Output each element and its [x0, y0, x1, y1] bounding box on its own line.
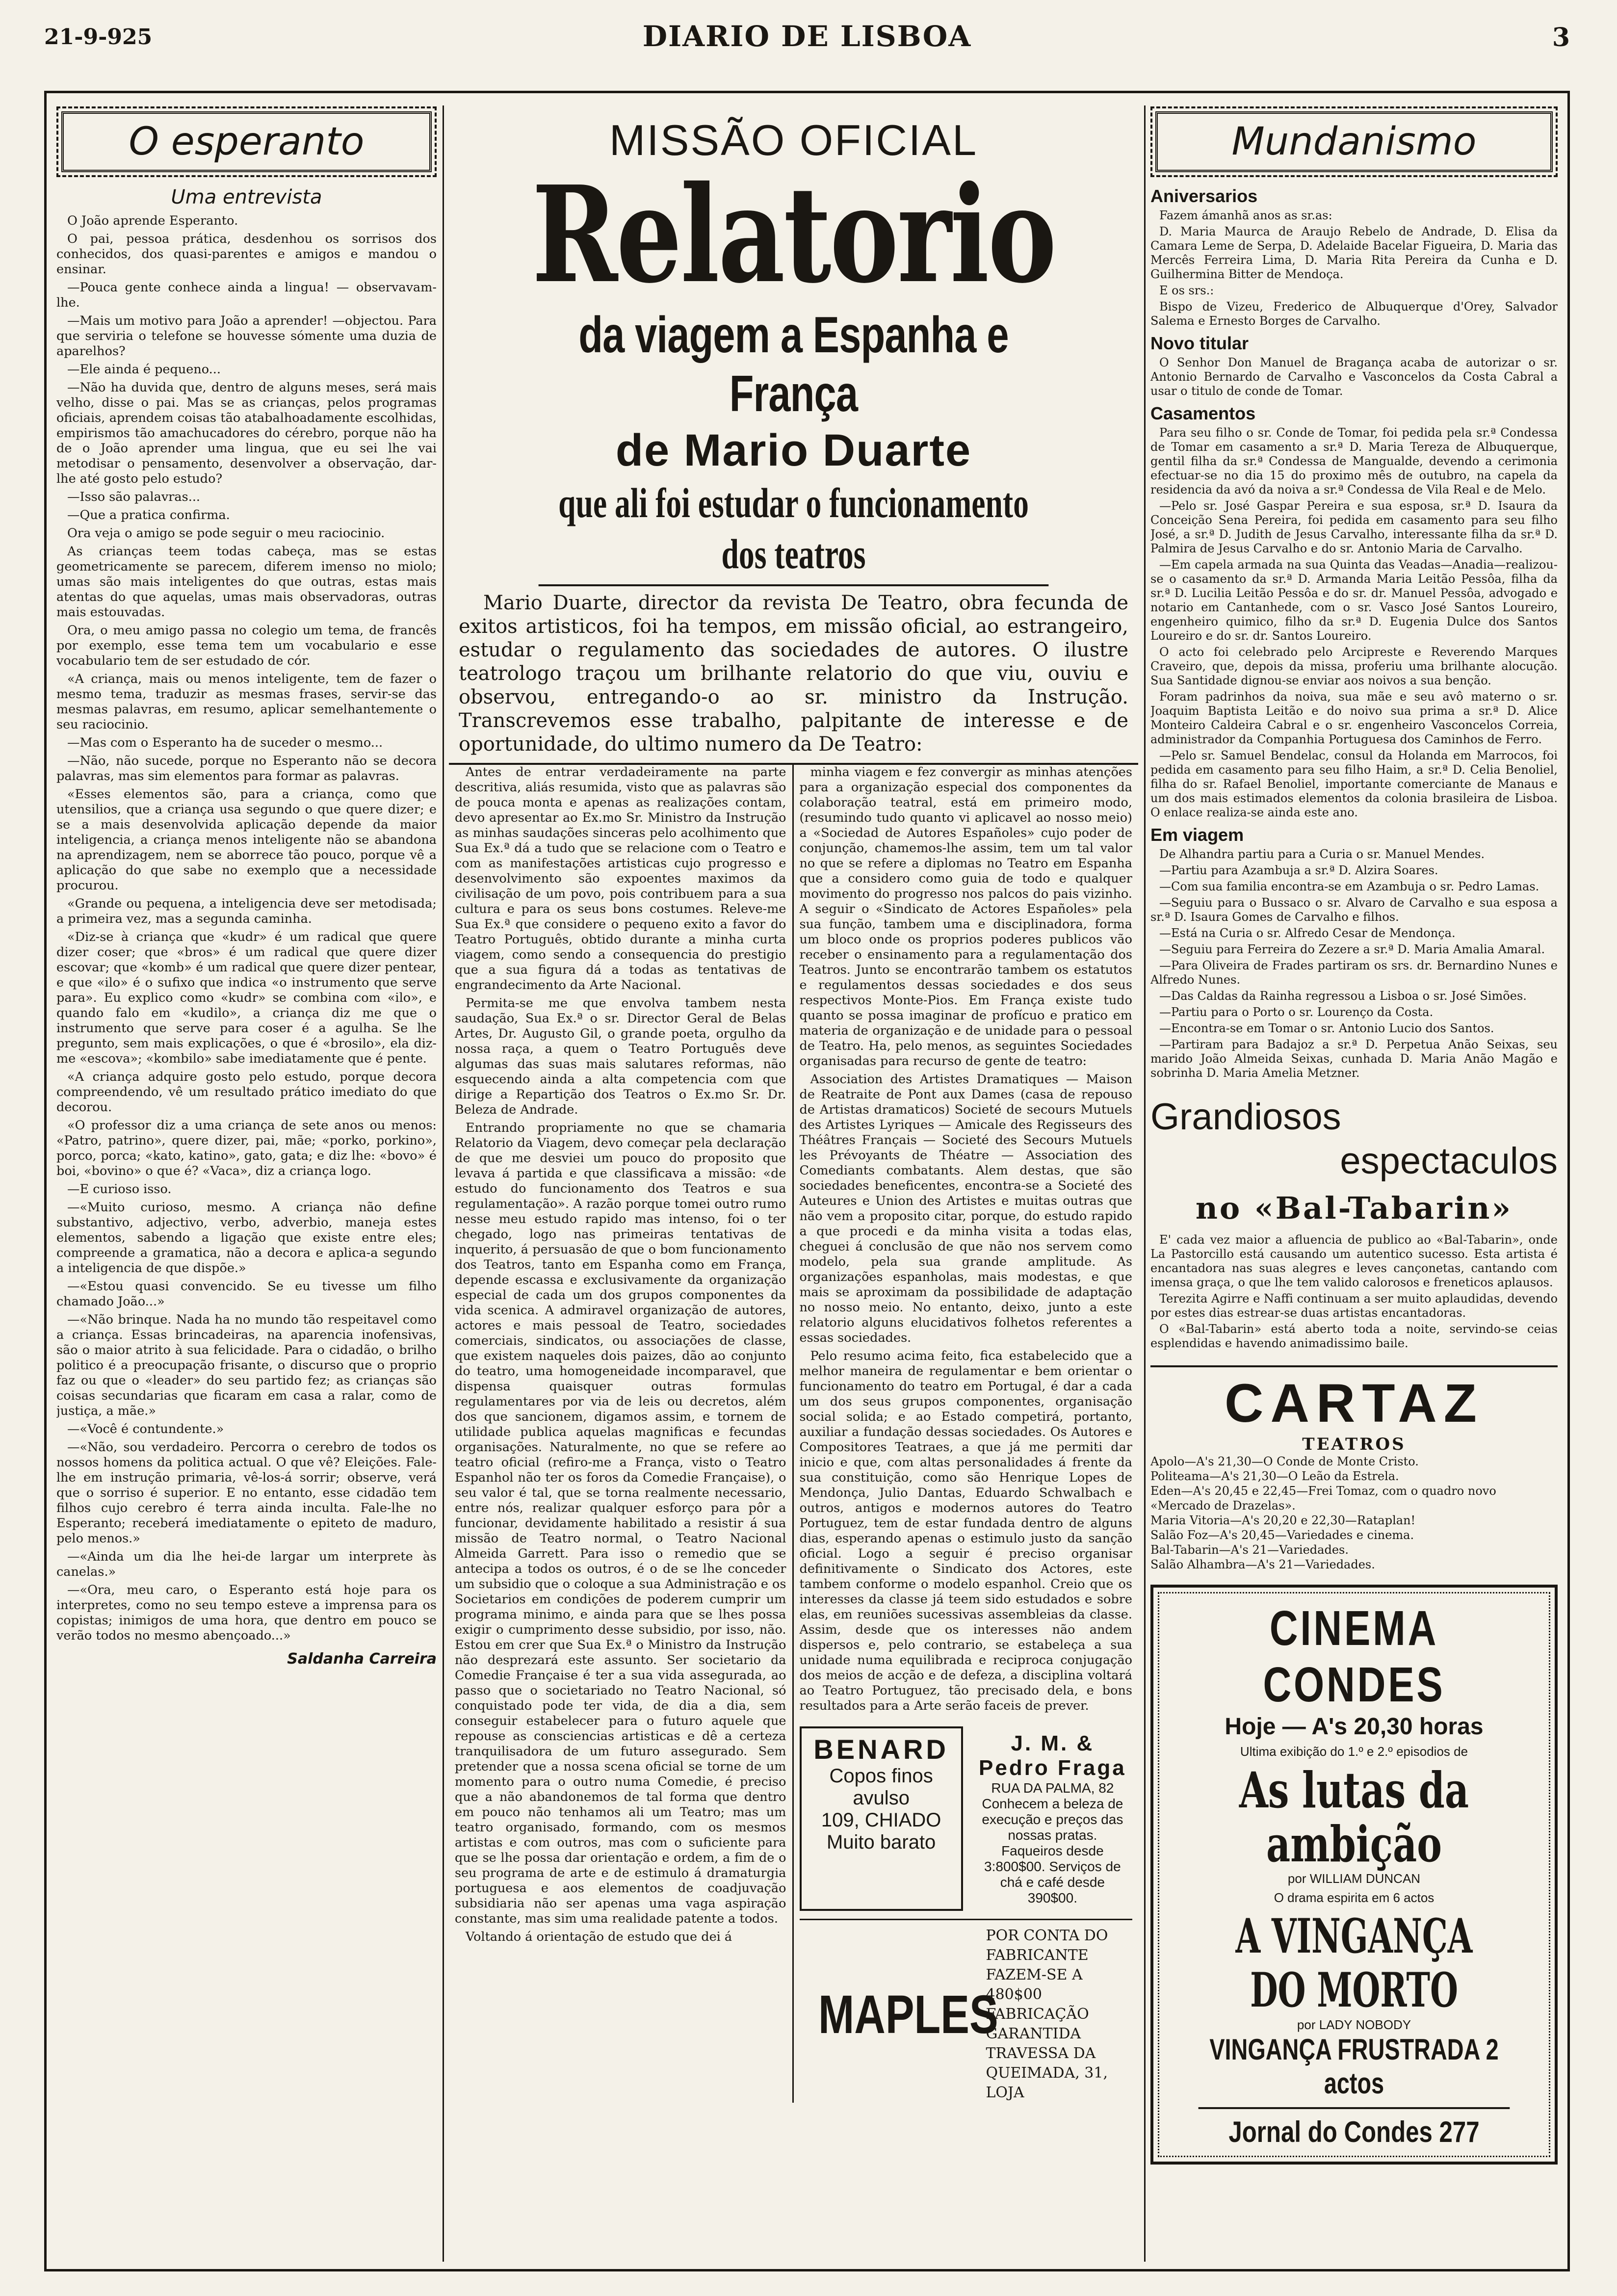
paragraph: Terezita Agirre e Naffi continuam a ser muito aplaudidas, devendo por estes dias estrear-se duas artistas encantadoras. — [1150, 1292, 1558, 1320]
masthead — [44, 20, 1570, 59]
society-paragraph: —Partiu para o Porto o sr. Lourenço da Costa. — [1159, 1005, 1434, 1019]
society-paragraph: —Pelo sr. Samuel Bendelac, consul da Holanda em Marrocos, foi pedida em casamento para seu filho Haim, a sr.ª D. Celia Benoliel, filha do sr. Rafael Benoliel, importante comerciante de Manaus e um dos mais estimados elementos da colonia brasileira de Lisboa. O enlace realiza-se ainda este ano. — [1150, 749, 1558, 819]
paragraph: As crianças teem todas cabeça, mas se estas geometricamente se parecem, diferem imenso no miolo; umas são mais inteligentes do que outras, estas mais atentas do que aquelas, umas mais observadoras, outras mais estouvadas. — [56, 544, 437, 620]
maples-line-2: FAZEM-SE A 480$00 — [986, 1966, 1083, 2003]
film-1-by: por WILLIAM DUNCAN — [1287, 1871, 1421, 1886]
paragraph: «Diz-se à criança que «kudr» é um radical que quere dizer coser; que «bros» é um radical que quere dizer escovar; que «komb» é um radical que quere dizer pentear, e que «ilo» é o sufixo que indica «o instrumento que serve para». Eu explico como «kudr» se combina com «ilo», e quando falo em «kudilo», a criança diz me que o instrumento que serve para coser é a agulha. Se lhe pregunto, sem mais explicações, o que é «brosilo», ela diz-me «escova»; «kombilo» sabe imediatamente que é pente. — [56, 930, 437, 1066]
page-number: 3 — [1552, 23, 1570, 52]
society-paragraph: —Seguiu para o Bussaco o sr. Alvaro de Carvalho e sua esposa a sr.ª D. Isaura Gomes de Carvalho e filhos. — [1150, 896, 1558, 924]
article-body — [56, 213, 437, 1644]
esperanto-column — [56, 105, 437, 2262]
ad-fraga-text: Conhecem a beleza de execução e preços das nossas pratas. Faqueiros desde 3:800$00. Serviços de chá e café desde 390$00. — [982, 1796, 1123, 1905]
society-section-title: Novo titular — [1150, 333, 1249, 353]
ad-benard-price: Muito barato — [826, 1831, 936, 1853]
paragraph: —Mais um motivo para João a aprender! —objectou. Para que serviria o telefone se houvesse sómente uma duzia de aparelhos? — [56, 313, 437, 359]
paragraph: «Grande ou pequena, a inteligencia deve ser metodisada; a primeira vez, mas a segunda caminha. — [56, 896, 437, 926]
society-paragraph: O acto foi celebrado pelo Arcipreste e Reverendo Marques Craveiro, que, depois da missa, proferiu uma brilhante alocução. Sua Santidade dignou-se enviar aos noivos a sua benção. — [1150, 645, 1558, 687]
paragraph: «Esses elementos são, para a criança, como que utensilios, que a criança usa segundo o que quere dizer; e se a mais desenvolvida aplicação depende da maior inteligencia, a criança menos inteligente não se abandona na aprendizagem, nem se aborrece tão pouco, porque vê a aplicação do que sabe no exemplo que a necessidade procurou. — [56, 787, 437, 893]
spectacle-subtitle: no «Bal-Tabarin» — [1195, 1190, 1513, 1226]
society-paragraph: E os srs.: — [1159, 284, 1214, 297]
relatorio-column — [449, 105, 1138, 2262]
paragraph: E' cada vez maior a afluencia de publico ao «Bal-Tabarin», onde La Pastorcillo está causando um autentico sucesso. Esta artista é encantadora nas suas alegres e leves cançonetas, cantando com imensa graça, o que lhe tem valido calorosos e freneticos aplausos. — [1150, 1233, 1558, 1289]
cartaz-line: Politeama—A's 21,30—O Leão da Estrela. — [1150, 1469, 1399, 1483]
newspaper-title: DIARIO DE LISBOA — [642, 20, 972, 53]
society-paragraph: —Pelo sr. José Gaspar Pereira e sua esposa, sr.ª D. Isaura da Conceição Sena Pereira, foi pedida em casamento para seu filho José, a sr.ª D. Judith de Jesus Carvalho, interessante filha da sr.ª D. Palmira de Jesus Carvalho e do sr. Antonio Maria de Carvalho. — [1150, 499, 1558, 555]
paragraph: O «Bal-Tabarin» está aberto toda a noite, servindo-se ceias esplendidas e havendo animadissimo baile. — [1150, 1322, 1558, 1350]
cartaz-subtitle: TEATROS — [1302, 1435, 1406, 1454]
column-rule — [1144, 105, 1146, 2262]
column-rule — [443, 105, 444, 2262]
maples-address: TRAVESSA DA QUEIMADA, 31, LOJA — [986, 2045, 1108, 2101]
cinema-title: CINEMA CONDES — [1263, 1601, 1445, 1712]
cinema-time: Hoje — A's 20,30 horas — [1225, 1714, 1484, 1740]
cartaz-line: Eden—A's 20,45 e 22,45—Frei Tomaz, com o quadro novo «Mercado de Drazelas». — [1150, 1484, 1496, 1513]
paragraph: —«Não, sou verdadeiro. Percorra o cerebro de todos os nossos homens da politica actual. O que vê? Eleições. Fale-lhe em instrução primaria, vê-los-á sorrir; observe, verá que o sorriso é superior. E no entanto, esse cidadão tem filhos cujo cerebro é terra ainda inculta. Fale-lhe no Esperanto; receberá imediatamente o epiteto de maduro, pelo menos.» — [56, 1440, 437, 1546]
cartaz-line: Maria Vitoria—A's 20,20 e 22,30—Rataplan! — [1150, 1513, 1416, 1527]
paragraph: —«Ora, meu caro, o Esperanto está hoje para os interpretes, como no seu tempo esteve a imprensa para os copistas; inimigos de uma hora, que dentro em pouco se verão todos no mesmo abençoado...» — [56, 1583, 437, 1643]
paragraph: Ora veja o amigo se pode seguir o meu raciocinio. — [67, 526, 385, 541]
spectacle-body — [1150, 1233, 1558, 1351]
mundanismo-column — [1150, 105, 1558, 2262]
paragraph: —«Ainda um dia lhe hei-de largar um interprete às canelas.» — [56, 1549, 437, 1579]
film-3: VINGANÇA FRUSTRADA 2 actos — [1209, 2033, 1499, 2100]
cartaz-line: Apolo—A's 21,30—O Conde de Monte Cristo. — [1150, 1455, 1419, 1468]
society-paragraph: D. Maria Maurca de Araujo Rebelo de Andrade, D. Elisa da Camara Leme de Serpa, D. Adelaide Bacelar Figueira, D. Maria das Mercês Ferreira Lima, D. Maria Rita Pereira da Cunha e D. Guilhermina Bitter de Mendoça. — [1150, 225, 1558, 281]
ad-benard-name: BENARD — [813, 1734, 949, 1765]
journal: Jornal do Condes 277 — [1199, 2107, 1510, 2149]
film-2: A VINGANÇA DO MORTO — [1235, 1908, 1473, 2018]
society-paragraph: —Seguiu para Ferreira do Zezere a sr.ª D. Maria Amalia Amaral. — [1159, 942, 1545, 956]
society-paragraph: O Senhor Don Manuel de Bragança acaba de autorizar o sr. Antonio Bernardo de Carvalho e Vasconcelos da Costa Cabral a usar o titulo de conde de Tomar. — [1150, 356, 1558, 398]
paragraph: —Ele ainda é pequeno... — [67, 362, 221, 377]
cinema-episode: Ultima exibição do 1.º e 2.º episodios de — [1240, 1744, 1468, 1759]
paragraph: —«Não brinque. Nada ha no mundo tão respeitavel como a criança. Essas brincadeiras, na aparencia inofensivas, são o maior atrito à sua felicidade. Para o cidadão, o brilho politico é a preocupação frisante, o discurso que o proprio faz ou que o «leader» do seu partido fez; as crianças são coisas secundarias que ficaram em casa a ralar, como de justiça, a mãe.» — [56, 1312, 437, 1418]
cartaz-list — [1150, 1454, 1558, 1572]
maples-text — [986, 1926, 1133, 2103]
ad-benard-address: 109, CHIADO — [821, 1809, 941, 1831]
ad-fraga-name: J. M. & Pedro Fraga — [979, 1731, 1126, 1780]
article-column-b — [794, 765, 1139, 2103]
paragraph: «O professor diz a uma criança de sete anos ou menos: «Patro, patrino», quere dizer, pai, mãe; «porko, porkino», porco, porca; «kato, katino», gato, gata; e diz lhe: «bovo» é boi, «bovino» o que é? «Vaca», diz a criança logo. — [56, 1118, 437, 1178]
society-paragraph: —Com sua familia encontra-se em Azambuja o sr. Pedro Lamas. — [1159, 880, 1539, 893]
paragraph: O pai, pessoa prática, desdenhou os sorrisos dos conhecidos, dos quasi-parentes e amigos e mandou o ensinar. — [56, 232, 437, 277]
society-paragraph: —Das Caldas da Rainha regressou a Lisboa o sr. José Simões. — [1159, 989, 1527, 1003]
paragraph: —Que a pratica confirma. — [67, 508, 230, 522]
kicker: MISSÃO OFICIAL — [609, 116, 978, 164]
paragraph: Ora, o meu amigo passa no colegio um tema, de francês por exemplo, esse tema tem um vocabulario e esse vocabulario tem de ser estudado de cór. — [56, 623, 437, 668]
paragraph: —Não, não sucede, porque no Esperanto não se decora palavras, mas sim elementos para formar as palavras. — [56, 754, 437, 783]
ad-fraga — [973, 1726, 1132, 1911]
society-paragraph: —Para Oliveira de Frades partiram os srs. dr. Bernardino Nunes e Alfredo Nunes. — [1150, 959, 1558, 987]
article-columns — [449, 765, 1138, 2103]
ad-fraga-address: RUA DA PALMA, 82 — [991, 1780, 1114, 1796]
paragraph: Entrando propriamente no que se chamaria Relatorio da Viagem, devo começar pela declaração de que me desviei um pouco do proposito que levava á partida e que classificava a missão: «de estudo do funcionamento dos Teatros e sua regulamentação». A razão porque tomei outro rumo nesse meu estudo rapido mas intenso, foi o ter chegado, logo nas primeiras tentativas de inquerito, á persuasão de que o bom funcionamento dos Teatros, tanto em Espanha como em França, depende escassa e exclusivamente da organização especial de cada um dos grupos componentes da vida scenica. A admiravel organização de autores, actores e mais pessoal de Teatro, sociedades comerciais, sindicatos, ou associações de classe, que existem naqueles dois paizes, dão ao conjunto do teatro, uma homogeneidade incomparavel, que dispensa quaisquer outras formulas regulamentares por via de leis ou decretos, além dos que sancionem, digamos assim, e tornem de utilidade publica aquelas magnificas e fecundas organisações. Naturalmente, no que se refere ao teatro oficial (refiro-me a França, visto o Teatro Espanhol não ter os foros da Comedie Française), o seu valor é tal, que se torna realmente necessario, entre nós, realizar qualquer esforço para pôr a funcionar, devidamente habilitado a resistir á sua missão de Teatro normal, o Teatro Nacional Almeida Garrett. Para isso o remedio que se antecipa a todos os outros, é o de se lhe conceder um subsidio que o coloque a sua Administração e os Societarios em condições de poderem cumprir um programa minimo, e ainda para que se lhes possa exigir o cumprimento desse subsidio, por isso, não. Estou em crer que Sua Ex.ª o Ministro da Instrução não desprezará este assunto. Ser societario da Comedie Française é ter a sua vida assegurada, ao passo que o societariado no Teatro Nacional, só conquistado pode ter vida, de dia a dia, sem conseguir estabelecer para o futuro aquele que repouse as consciencias artisticas e dê a certeza tranquilisadora de um futuro assegurado. Sem pretender que a nossa scena oficial se torne de um momento para o outro numa Comedie, é preciso que a não abandonemos de tal forma que dentro em pouco não tenhamos ali um Teatro; mas um teatro organisado, formando, com os mesmos artistas e com outros, mas com o suficiente para que se lhe possa dar orientação e ordem, a fim de o seu programa de arte e de estimulo á dramaturgia portuguesa e aos elementos de coadjuvação subsidiaria não ser apenas uma vaga aspiração constante, mas sim uma realidade patente a todos. — [455, 1121, 786, 1926]
issue-date: 21-9-925 — [44, 25, 153, 50]
society-section-title: Aniversarios — [1150, 186, 1258, 206]
cartaz-line: Salão Foz—A's 20,45—Variedades e cinema. — [1150, 1528, 1414, 1542]
paragraph: Association des Artistes Dramatiques — Maison de Reatraite de Pont aux Dames (casa de repouso de Artistas dramaticos) Societé de secours Mutuels des Artistes Lyriques — Amicale des Regisseurs des Théâtres Français — Societé des Secours Mutuels les Prévoyants de Théatre — Association des Comediants combatants. Alem destas, que são sociedades beneficentes, encontra-se a Societé des Auteures e Union des Artistes e muitas outras que não vem a proposito citar, porque, do estudo rapido a que procedi e da minha visita a todas elas, cheguei á conclusão de que não nos servem como modelo, pela sua grande amplitude. As organizações espanholas, mais modestas, e que mais se aproximam da possibilidade de adaptação no nosso meio. No entanto, deixo, junto a este relatorio alguns elucidativos folhetos referentes a essas sociedades. — [799, 1072, 1132, 1345]
paragraph: —Pouca gente conhece ainda a lingua! — observavam-lhe. — [56, 280, 437, 310]
ad-cinema-condes — [1150, 1585, 1558, 2165]
society-paragraph: Fazem ámanhã anos as sr.as: — [1159, 209, 1332, 222]
ad-benard — [800, 1726, 963, 1911]
article-column-a — [449, 765, 794, 2103]
drama-note: O drama espirita em 6 actos — [1274, 1890, 1434, 1905]
article-subtitle: Uma entrevista — [171, 186, 322, 209]
maples-line-3: FABRICAÇÃO GARANTIDA — [986, 2006, 1089, 2042]
society-paragraph: —Partiram para Badajoz a sr.ª D. Perpetua Anão Seixas, seu marido João Almeida Seixas, cunhada D. Maria Anão Magão e sobrinha D. Maria Amelia Metzner. — [1150, 1038, 1558, 1080]
society-paragraph: De Alhandra partiu para a Curia o sr. Manuel Mendes. — [1159, 847, 1485, 861]
society-paragraph: —Partiu para Azambuja a sr.ª D. Alzira Soares. — [1159, 863, 1438, 877]
deck-line-1: da viagem a Espanha e França — [578, 307, 1009, 422]
ad-maples — [800, 1919, 1133, 2103]
paragraph: Permita-se me que envolva tambem nesta saudação, Sua Ex.ª o sr. Director Geral de Belas Artes, Dr. Augusto Gil, o grande poeta, orgulho da nossa raça, a quem o Teatro Português deve algumas das suas mais salutares reformas, não esquecendo ainda a alta competencia com que dirige a Repartição dos Teatros o Ex.mo Sr. Dr. Beleza de Andrade. — [455, 996, 786, 1117]
section-title-mundanismo: Mundanismo — [1155, 111, 1553, 172]
spectacle-title-2: espectaculos — [1340, 1140, 1558, 1182]
film-2-by: por LADY NOBODY — [1297, 2017, 1411, 2032]
paragraph: Antes de entrar verdadeiramente na parte descritiva, aliás resumida, visto que as palavras são de pouca monta e apenas as realizações contam, devo apresentar ao Ex.mo Sr. Ministro da Instrução as minhas saudações sinceras pelo acolhimento que Sua Ex.ª dá a tudo que se relacione com o Teatro e com as manifestações artisticas cujo progresso e desenvolvimento são expoentes maximos da civilisação de um povo, pois contribuem para a sua cultura e para os seus bons costumes. Releve-me Sua Ex.ª que considere o pequeno exito a favor do Teatro Português, obtido durante a minha curta viagem, como sendo a consequencia do prestigio que a sua figura dá a todas as tentativas de engrandecimento da Arte Nacional. — [455, 765, 786, 992]
headline: Relatorio — [532, 157, 1055, 313]
society-section-title: Casamentos — [1150, 403, 1256, 423]
society-news — [1150, 186, 1558, 1080]
cartaz-line: Salão Alhambra—A's 21—Variedades. — [1150, 1558, 1375, 1571]
paragraph: —E curioso isso. — [67, 1182, 172, 1197]
paragraph: O João aprende Esperanto. — [67, 213, 238, 228]
paragraph: —Mas com o Esperanto ha de suceder o mesmo... — [67, 735, 383, 750]
deck-line-3: que ali foi estudar o funcionamento dos teatros — [539, 477, 1049, 586]
society-paragraph: —Em capela armada na sua Quinta das Veadas—Anadia—realizou-se o casamento da sr.ª D. Armanda Maria Leitão Pessôa, filha da sr.ª D. Lucilia Leitão Pessôa e do sr. dr. Manuel Pessôa, advogado e notario em Cantanhede, com o sr. Vasco José Santos Loureiro, engenheiro quimico, filho da sr.ª D. Eugenia Dulce dos Santos Loureiro e do sr. dr. Santos Loureiro. — [1150, 558, 1558, 643]
spectacle-title-1: Grandiosos — [1150, 1096, 1341, 1138]
paragraph: Pelo resumo acima feito, fica estabelecido que a melhor maneira de regulamentar e bem orientar o funcionamento do teatro em Portugal, é dar a cada um dos seus grupos componentes, organisação social solida; e ao Estado competirá, portanto, auxiliar a fundação dessas sociedades. Os Autores e Compositores Teatraes, a que já me permiti dar inicio e que, com altas personalidades á frente da sua constituição, como são Henrique Lopes de Mendonça, Julio Dantas, Eduardo Schwalbach e outros, antigos e modernos autores do Teatro Portuguez, tem de estar fundada dentro de alguns dias, esperando apenas o estimulo justo da sanção oficial. Logo a seguir é preciso organisar definitivamente o Sindicato dos Actores, este tambem conforme o modelo espanhol. Creio que os interesses da classe já teem sido estudados e sobre elas, em reuniões sucessivas assembleias da classe. Assim, desde que os interesses não andem dispersos e, pelo contrario, se estabeleça a sua unidade numa equilibrada e reciproca conjugação dos meios de acção e de defeza, a disciplina voltará ao Teatro Portuguez, tão precisado dela, e bons resultados para a Arte serão faceis de prever. — [799, 1349, 1132, 1713]
paragraph: Voltando á orientação de estudo que dei á — [466, 1930, 732, 1944]
society-paragraph: Bispo de Vizeu, Frederico de Albuquerque d'Orey, Salvador Salema e Ernesto Borges de Carvalho. — [1150, 300, 1558, 328]
ads-row — [800, 1726, 1133, 1911]
paragraph: minha viagem e fez convergir as minhas atenções para a organização especial dos componentes da colaboração teatral, está em primeiro modo, (resumindo tudo quanto vi aplicavel ao nosso meio) a «Sociedad de Autores Españoles» cujo poder de conjunção, chamemos-lhe assim, tem um tal valor no que se refere a diplomas no Teatro em Espanha que a considero como guia de todo e qualquer movimento do progresso nos palcos do pais vizinho. A seguir o «Sindicato de Actores Españoles» pela sua função, tambem uma e disciplinadora, forma um bloco onde os proprios poderes publicos vão receber o ensinamento para a regulamentação dos Teatros. Junto se encontrarão tambem os estatutos e regulamentos dessas sociedades e dos seus respectivos Monte-Pios. Em França existe tudo quanto se possa imaginar de profícuo e pratico em materia de organização e de unidade para o pessoal de Teatro. Ha, pelo menos, as seguintes Sociedades organisadas para recurso de gente de teatro: — [799, 765, 1132, 1069]
film-1: As lutas da ambição — [1239, 1761, 1469, 1873]
paragraph: —«Você é contundente.» — [67, 1422, 224, 1436]
paragraph: —«Estou quasi convencido. Se eu tivesse um filho chamado João...» — [56, 1279, 437, 1309]
paragraph: —Isso são palavras... — [67, 490, 201, 504]
deck-line-2: de Mario Duarte — [615, 425, 972, 475]
paragraph: —Não ha duvida que, dentro de alguns meses, será mais velho, disse o pai. Mas se as crianças, pelos programas oficiais, aprendem coisas tão atabalhoadamente escolhidas, empirismos tão amachucadores do cérebro, porque não ha de o João aprender uma lingua, que eu sei lhe vai metodisar o pensamento, desenvolver a observação, dar-lhe até gosto pelo estudo? — [56, 380, 437, 486]
cartaz-line: Bal-Tabarin—A's 21—Variedades. — [1150, 1543, 1349, 1557]
ad-benard-slogan: Copos finos avulso — [829, 1765, 933, 1809]
society-paragraph: Foram padrinhos da noiva, sua mãe e seu avô materno o sr. Joaquim Baptista Leitão e do noivo sua prima a sr.ª D. Alice Monteiro Caldeira Cabral e o sr. engenheiro Vasconcelos Correia, administrador da Companhia Portuguesa dos Caminhos de Ferro. — [1150, 690, 1558, 746]
society-paragraph: Para seu filho o sr. Conde de Tomar, foi pedida pela sr.ª Condessa de Tomar em casamento a sr.ª D. Maria Tereza de Albuquerque, gentil filha da sr.ª Condessa de Mangualde, devendo a cerimonia efectuar-se no dia 15 do proximo mês de outubro, na capela da residencia da avó da noiva a sr.ª Condessa de Vila Real e de Melo. — [1150, 426, 1558, 496]
society-section-title: Em viagem — [1150, 825, 1244, 845]
paragraph: —«Muito curioso, mesmo. A criança não define substantivo, adjectivo, verbo, adverbio, maneja estes elementos, sabendo a ligação que existe entre eles; compreende a gramatica, não a decora e aplica-a segundo a inteligencia de que dispõe.» — [56, 1200, 437, 1276]
article-intro: Mario Duarte, director da revista De Teatro, obra fecunda de exitos artisticos, foi ha tempos, em missão oficial, ao estrangeiro, estudar o regulamento das sociedades de autores. O ilustre teatrologo traçou um brilhante relatorio do que viu, ouviu e observou, entregando-o ao sr. ministro da Instrução. Transcrevemos esse trabalho, palpitante de interesse e de oportunidade, do ultimo numero da De Teatro: — [449, 586, 1138, 765]
cartaz-title: CARTAZ — [1150, 1365, 1558, 1435]
society-paragraph: —Está na Curia o sr. Alfredo Cesar de Mendonça. — [1159, 926, 1456, 940]
maples-logo: MAPLES — [818, 1984, 998, 2045]
paragraph: «A criança, mais ou menos inteligente, tem de fazer o mesmo tema, traduzir as mesmas frases, servir-se das mesmas palavras, em resumo, aplicar semelhantemente o seu raciocinio. — [56, 672, 437, 732]
author-signature: Saldanha Carreira — [287, 1650, 437, 1668]
society-paragraph: —Encontra-se em Tomar o sr. Antonio Lucio dos Santos. — [1159, 1021, 1494, 1035]
section-title-esperanto: O esperanto — [61, 111, 432, 172]
maples-line-1: POR CONTA DO FABRICANTE — [986, 1927, 1108, 1964]
paragraph: «A criança adquire gosto pelo estudo, porque decora compreendendo, vê um resultado prático imediato do que decorou. — [56, 1070, 437, 1115]
